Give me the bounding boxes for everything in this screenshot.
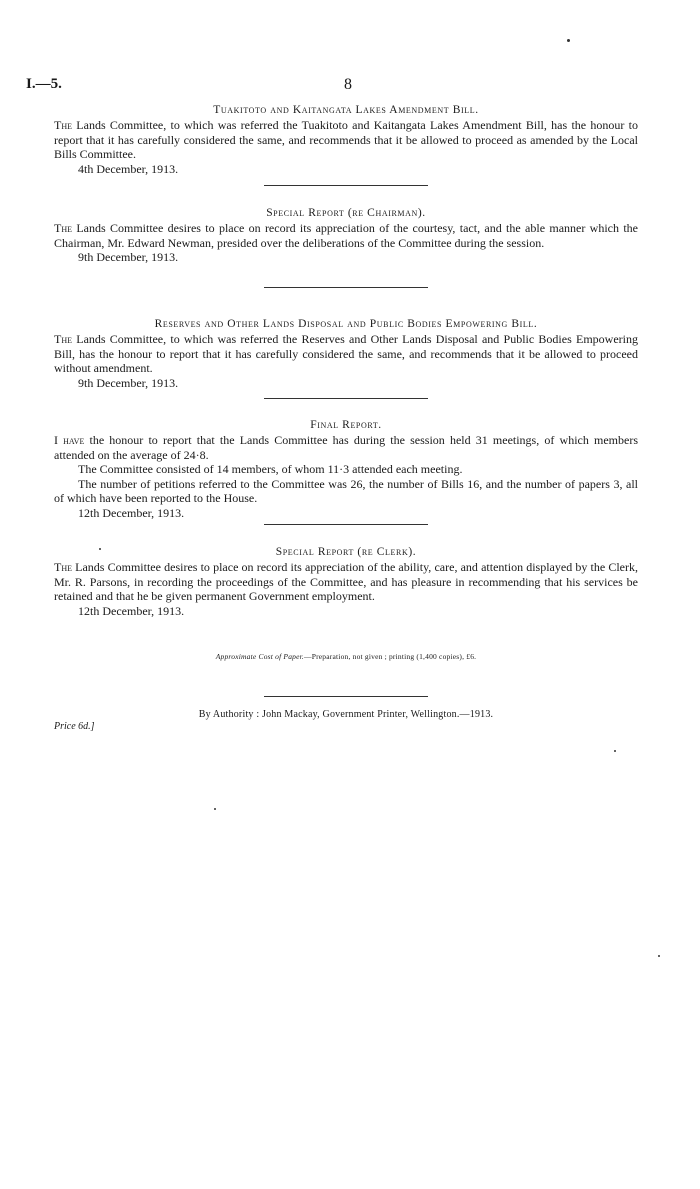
section-special-report-clerk (54, 546, 638, 618)
section-date: 12th December, 1913. (78, 505, 185, 520)
section-body: I have the honour to report that the Lands Committee has during the session held 31 meetings, of which members attended on the average of 24·8. (54, 433, 638, 462)
section-date: 9th December, 1913. (78, 375, 179, 390)
section-body: The Lands Committee desires to place on record its appreciation of the ability, care, and attention displayed by the Clerk, Mr. R. Parsons, in recording the proceedings of the Committee, and has pleasure in recommending that his services be retained and that he be given permanent Government employment. (54, 560, 638, 603)
section-title: Final Report. (310, 419, 382, 431)
scan-speck (214, 808, 216, 810)
scan-speck (614, 750, 616, 752)
divider-rule (264, 524, 428, 525)
section-body: The Lands Committee, to which was referred the Reserves and Other Lands Disposal and Public Bodies Empowering Bill, has the honour to report that it has carefully considered the same, and recommends that it be allowed to proceed without amendment. (54, 332, 638, 375)
section-body: The Lands Committee, to which was referred the Tuakitoto and Kaitangata Lakes Amendment Bill, has the honour to report that it has carefully considered the same, and recommends that it be allowed to proceed as amended by the Local Bills Committee. (54, 118, 638, 161)
section-title: Reserves and Other Lands Disposal and Public Bodies Empowering Bill. (154, 318, 538, 330)
page-number: 8 (344, 76, 352, 93)
section-body: The Lands Committee desires to place on record its appreciation of the courtesy, tact, and the able manner which the Chairman, Mr. Edward Newman, presided over the deliberations of the Committee during the session. (54, 221, 638, 250)
paper-reference: I.—5. (26, 76, 62, 92)
section-title: Special Report (re Chairman). (266, 207, 426, 219)
section-body-extra: The Committee consisted of 14 members, of whom 11·3 attended each meeting. (78, 462, 463, 476)
section-special-report-chairman (54, 207, 638, 265)
section-date: 4th December, 1913. (78, 161, 179, 176)
section-date: 9th December, 1913. (78, 250, 179, 264)
cost-line: Approximate Cost of Paper.—Preparation, not given ; printing (1,400 copies), £6. (215, 652, 477, 661)
scan-speck (567, 39, 570, 42)
scan-speck (99, 548, 101, 550)
page-header (26, 76, 670, 96)
divider-rule (264, 696, 428, 697)
section-body-extra: The number of petitions referred to the Committee was 26, the number of Bills 16, and the number of papers 3, all of which have been reported to the House. (54, 476, 638, 505)
divider-rule (264, 398, 428, 399)
section-final-report (54, 419, 638, 520)
scan-speck (658, 955, 660, 957)
authority-line: By Authority : John Mackay, Government Printer, Wellington.—1913. (198, 709, 494, 720)
divider-rule (264, 287, 428, 288)
section-date: 12th December, 1913. (78, 603, 185, 618)
section-tuakitoto (54, 104, 638, 176)
divider-rule (264, 185, 428, 186)
section-reserves-bill (54, 318, 638, 390)
section-title: Tuakitoto and Kaitangata Lakes Amendment Bill. (213, 104, 479, 116)
price-label: Price 6d.] (54, 721, 95, 732)
section-title: Special Report (re Clerk). (275, 546, 417, 558)
